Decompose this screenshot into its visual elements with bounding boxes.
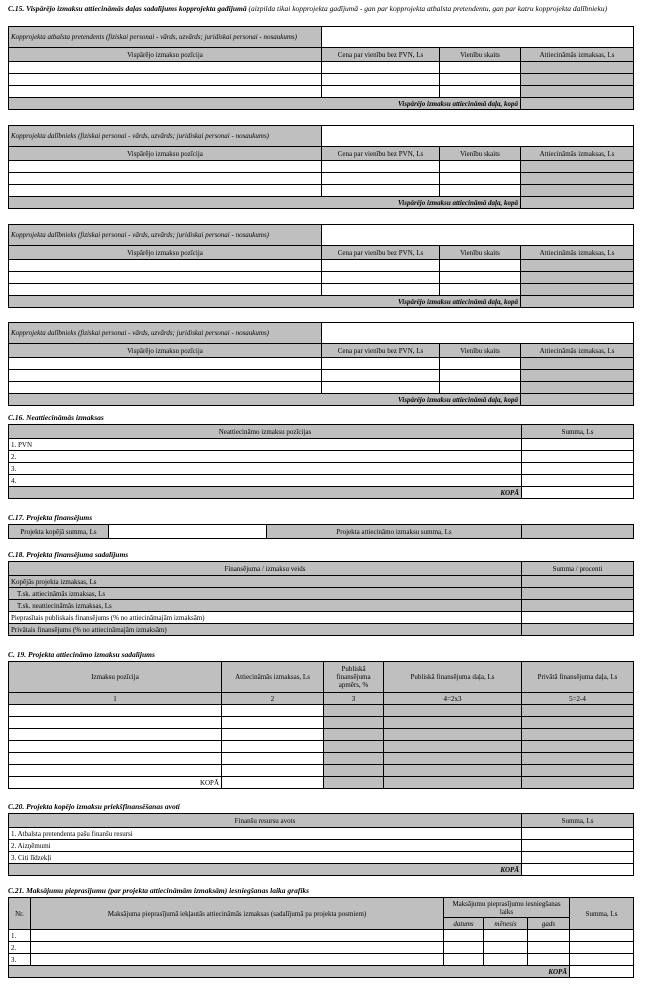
- c19-total-public-rate[interactable]: [324, 777, 384, 789]
- c19-cell-private-share[interactable]: [522, 741, 634, 753]
- c15-col-units: Vienību skaits: [440, 48, 521, 62]
- section-c20: [8, 802, 634, 876]
- c15-cell-position[interactable]: [9, 284, 322, 296]
- c19-cell-eligible[interactable]: [222, 705, 324, 717]
- c19-row: [9, 717, 634, 729]
- c19-cell-public-share[interactable]: [384, 741, 522, 753]
- c15-cell-units[interactable]: [440, 173, 521, 185]
- c15-col-position: Vispārējo izmaksu pozīcija: [9, 48, 322, 62]
- c21-desc-1[interactable]: [31, 930, 444, 942]
- c15-col-units: Vienību skaits: [440, 246, 521, 260]
- c18-table: [8, 561, 634, 636]
- c19-cell-public-rate[interactable]: [324, 753, 384, 765]
- c20-sum-3[interactable]: [522, 852, 634, 864]
- c21-col-year: gads: [528, 918, 570, 930]
- section-c19: [8, 650, 634, 789]
- c15-cell-units[interactable]: [440, 358, 521, 370]
- c17-table: [8, 524, 634, 539]
- c21-table: [8, 897, 634, 978]
- c15-cell-eligible[interactable]: [521, 74, 634, 86]
- c19-cell-position[interactable]: [9, 741, 222, 753]
- c15-title: C.15. Vispārējo izmaksu attiecināmās daļas sadalījums kopprojekta gadījumā: [8, 4, 247, 13]
- c15-cell-eligible[interactable]: [521, 260, 634, 272]
- c15-cell-eligible[interactable]: [521, 62, 634, 74]
- c19-cell-position[interactable]: [9, 765, 222, 777]
- c19-num-1: 1: [9, 693, 222, 705]
- c15-cell-price[interactable]: [322, 74, 440, 86]
- c15-cell-eligible[interactable]: [521, 161, 634, 173]
- c15-cell-eligible[interactable]: [521, 284, 634, 296]
- c15-cell-units[interactable]: [440, 284, 521, 296]
- c20-total-value[interactable]: [522, 864, 634, 876]
- c16-col-position: Neattiecināmo izmaksu pozīcijas: [9, 425, 522, 439]
- c16-title: C.16. Neattiecināmās izmaksas: [8, 413, 104, 422]
- c19-table: [8, 661, 634, 789]
- c21-year-1[interactable]: [528, 930, 570, 942]
- c21-col-sum: Summa, Ls: [570, 898, 634, 930]
- c19-num-4: 4=2x3: [384, 693, 522, 705]
- c16-sum-1[interactable]: [522, 439, 634, 451]
- c19-row: [9, 705, 634, 717]
- c15-cell-price[interactable]: [322, 370, 440, 382]
- c16-sum-2[interactable]: [522, 451, 634, 463]
- c19-total-private-share[interactable]: [522, 777, 634, 789]
- c21-col-day: datums: [444, 918, 484, 930]
- c15-total-label: Vispārējo izmaksu attiecināmā daļa, kopā: [9, 394, 521, 406]
- c15-col-position: Vispārējo izmaksu pozīcija: [9, 246, 322, 260]
- c18-val-2[interactable]: [522, 588, 634, 600]
- c21-sum-3[interactable]: [570, 954, 634, 966]
- c15-total-label: Vispārējo izmaksu attiecināmā daļa, kopā: [9, 98, 521, 110]
- c15-cell-eligible[interactable]: [521, 86, 634, 98]
- c15-cell-eligible[interactable]: [521, 173, 634, 185]
- c20-table: [8, 813, 634, 876]
- c19-cell-eligible[interactable]: [222, 729, 324, 741]
- c21-sum-1[interactable]: [570, 930, 634, 942]
- c19-row: [9, 741, 634, 753]
- c16-sum-3[interactable]: [522, 463, 634, 475]
- c19-col-public-share: Publiskā finansējuma daļa, Ls: [384, 662, 522, 693]
- c19-cell-position[interactable]: [9, 729, 222, 741]
- c15-party-input[interactable]: [322, 27, 634, 48]
- c15-cell-units[interactable]: [440, 86, 521, 98]
- section-c16: [8, 413, 634, 499]
- c19-total-label: KOPĀ: [9, 777, 222, 789]
- c19-num-2: 2: [222, 693, 324, 705]
- c17-eligible-cost-label: Projekta attiecināmo izmaksu summa, Ls: [267, 525, 522, 539]
- c15-cell-units[interactable]: [440, 272, 521, 284]
- c15-cell-position[interactable]: [9, 62, 322, 74]
- c21-desc-2[interactable]: [31, 942, 444, 954]
- c21-title: C.21. Maksājumu pieprasījumu (par projekta attiecināmām izmaksām) iesniegšanas laika grafiks: [8, 886, 310, 895]
- c19-cell-public-rate[interactable]: [324, 705, 384, 717]
- c15-cell-eligible[interactable]: [521, 358, 634, 370]
- c15-col-eligible: Attiecināmās izmaksas, Ls: [521, 344, 634, 358]
- c19-cell-public-share[interactable]: [384, 753, 522, 765]
- c15-cell-eligible[interactable]: [521, 272, 634, 284]
- c21-sum-2[interactable]: [570, 942, 634, 954]
- c18-row-public: Pieprasītais publiskais finansējums (% no attiecināmajām izmaksām): [9, 612, 522, 624]
- c20-title: C.20. Projekta kopējo izmaksu priekšfinansēšanas avoti: [8, 802, 180, 811]
- c20-sum-2[interactable]: [522, 840, 634, 852]
- c15-cell-position[interactable]: [9, 173, 322, 185]
- c20-sum-1[interactable]: [522, 828, 634, 840]
- c15-table: [8, 322, 634, 406]
- c15-block-1: [8, 26, 634, 110]
- c21-col-time: Maksājumu pieprasījumu iesniegšanas laiks: [444, 898, 570, 918]
- c20-row-1: 1. Atbalsta pretendenta pašu finanšu resursi: [9, 828, 522, 840]
- c19-cell-private-share[interactable]: [522, 729, 634, 741]
- c15-block-4: [8, 322, 634, 406]
- section-c18: [8, 550, 634, 636]
- c15-cell-price[interactable]: [322, 284, 440, 296]
- c21-nr-2: 2.: [9, 942, 31, 954]
- section-c21: [8, 886, 634, 978]
- c15-cell-price[interactable]: [322, 161, 440, 173]
- c15-col-price: Cena par vienību bez PVN, Ls: [322, 48, 440, 62]
- c15-cell-position[interactable]: [9, 185, 322, 197]
- c19-cell-eligible[interactable]: [222, 765, 324, 777]
- c15-block-2: [8, 125, 634, 209]
- c21-month-2[interactable]: [484, 942, 528, 954]
- c19-num-3: 3: [324, 693, 384, 705]
- c16-sum-4[interactable]: [522, 475, 634, 487]
- c20-row-3: 3. Citi līdzekļi: [9, 852, 522, 864]
- c15-title-line: [8, 4, 634, 13]
- c19-row: [9, 765, 634, 777]
- c21-col-month: mēnesis: [484, 918, 528, 930]
- c19-total-public-share[interactable]: [384, 777, 522, 789]
- c16-total-label: KOPĀ: [9, 487, 522, 499]
- c16-row-1: 1. PVN: [9, 439, 522, 451]
- c19-cell-position[interactable]: [9, 705, 222, 717]
- c19-cell-eligible[interactable]: [222, 741, 324, 753]
- c15-col-price: Cena par vienību bez PVN, Ls: [322, 147, 440, 161]
- c18-col-sum: Summa / procenti: [522, 562, 634, 576]
- c19-cell-public-share[interactable]: [384, 729, 522, 741]
- c15-cell-eligible[interactable]: [521, 382, 634, 394]
- c21-month-3[interactable]: [484, 954, 528, 966]
- c15-cell-units[interactable]: [440, 74, 521, 86]
- c15-total-value[interactable]: [521, 296, 634, 308]
- c15-cell-position[interactable]: [9, 358, 322, 370]
- c15-col-eligible: Attiecināmās izmaksas, Ls: [521, 147, 634, 161]
- c15-party-label: Kopprojekta atbalsta pretendents (fiziskai personai - vārds, uzvārds; juridiskai personai - nosaukums): [9, 27, 322, 48]
- c17-eligible-cost-value[interactable]: [522, 525, 634, 539]
- c19-num-5: 5=2-4: [522, 693, 634, 705]
- c15-table: [8, 26, 634, 110]
- c21-col-desc: Maksājuma pieprasījumā iekļautās attiecināmās izmaksas (sadalījumā pa projekta posmiem): [31, 898, 444, 930]
- c19-col-public-rate: Publiskā finansējuma apmērs, %: [324, 662, 384, 693]
- c18-val-5[interactable]: [522, 624, 634, 636]
- c19-cell-public-rate[interactable]: [324, 765, 384, 777]
- c19-cell-public-rate[interactable]: [324, 729, 384, 741]
- c15-cell-eligible[interactable]: [521, 370, 634, 382]
- c15-party-input[interactable]: [322, 323, 634, 344]
- c19-cell-private-share[interactable]: [522, 717, 634, 729]
- c19-cell-public-share[interactable]: [384, 765, 522, 777]
- c18-row-ineligible: T.sk. neattiecināmās izmaksas, Ls: [9, 600, 522, 612]
- c16-row-2: 2.: [9, 451, 522, 463]
- section-c17: [8, 513, 634, 539]
- c18-col-type: Finansējuma / izmaksu veids: [9, 562, 522, 576]
- c15-cell-price[interactable]: [322, 173, 440, 185]
- c18-val-4[interactable]: [522, 612, 634, 624]
- c21-col-nr: Nr.: [9, 898, 31, 930]
- c19-col-eligible: Attiecināmās izmaksas, Ls: [222, 662, 324, 693]
- c19-cell-position[interactable]: [9, 717, 222, 729]
- c15-col-position: Vispārējo izmaksu pozīcija: [9, 344, 322, 358]
- c15-cell-position[interactable]: [9, 260, 322, 272]
- c18-val-1[interactable]: [522, 576, 634, 588]
- c18-row-eligible: T.sk. attiecināmās izmaksas, Ls: [9, 588, 522, 600]
- c19-col-position: Izmaksu pozīcija: [9, 662, 222, 693]
- c21-total-value[interactable]: [570, 966, 634, 978]
- c19-row: [9, 753, 634, 765]
- c15-col-eligible: Attiecināmās izmaksas, Ls: [521, 48, 634, 62]
- c18-title: C.18. Projekta finansējuma sadalījums: [8, 550, 129, 559]
- c21-desc-3[interactable]: [31, 954, 444, 966]
- c15-cell-eligible[interactable]: [521, 185, 634, 197]
- c18-val-3[interactable]: [522, 600, 634, 612]
- c15-party-input[interactable]: [322, 126, 634, 147]
- c18-row-total-costs: Kopējās projekta izmaksas, Ls: [9, 576, 522, 588]
- c15-party-label: Kopprojekta dalībnieks (fiziskai personai - vārds, uzvārds; juridiskai personai - nosaukums): [9, 225, 322, 246]
- c15-cell-position[interactable]: [9, 382, 322, 394]
- c19-cell-private-share[interactable]: [522, 753, 634, 765]
- c15-cell-price[interactable]: [322, 185, 440, 197]
- c15-note: (aizpilda tikai kopprojekta gadījumā - gan par kopprojekta atbalsta pretendentu, gan par katru kopprojekta dalībnieku): [248, 4, 608, 13]
- c19-cell-public-rate[interactable]: [324, 741, 384, 753]
- section-c15: [8, 4, 634, 13]
- c15-party-label: Kopprojekta dalībnieks (fiziskai personai - vārds, uzvārds; juridiskai personai - nosaukums): [9, 323, 322, 344]
- c19-cell-public-rate[interactable]: [324, 717, 384, 729]
- c21-nr-1: 1.: [9, 930, 31, 942]
- c19-row: [9, 729, 634, 741]
- c15-cell-units[interactable]: [440, 382, 521, 394]
- c15-total-value[interactable]: [521, 98, 634, 110]
- c15-cell-units[interactable]: [440, 260, 521, 272]
- c20-total-label: KOPĀ: [9, 864, 522, 876]
- c15-cell-position[interactable]: [9, 161, 322, 173]
- c15-party-input[interactable]: [322, 225, 634, 246]
- c15-cell-units[interactable]: [440, 161, 521, 173]
- c19-cell-private-share[interactable]: [522, 765, 634, 777]
- c19-cell-private-share[interactable]: [522, 705, 634, 717]
- c15-cell-price[interactable]: [322, 260, 440, 272]
- c15-block-3: [8, 224, 634, 308]
- c15-col-position: Vispārējo izmaksu pozīcija: [9, 147, 322, 161]
- c16-table: [8, 424, 634, 499]
- c15-cell-price[interactable]: [322, 358, 440, 370]
- c15-total-value[interactable]: [521, 394, 634, 406]
- c15-col-eligible: Attiecināmās izmaksas, Ls: [521, 246, 634, 260]
- c17-total-cost-label: Projekta kopējā summa, Ls: [9, 525, 109, 539]
- c20-col-source: Finanšu resursu avots: [9, 814, 522, 828]
- c15-col-price: Cena par vienību bez PVN, Ls: [322, 246, 440, 260]
- c15-cell-position[interactable]: [9, 86, 322, 98]
- c17-total-cost-value[interactable]: [109, 525, 267, 539]
- c15-cell-price[interactable]: [322, 272, 440, 284]
- c21-month-1[interactable]: [484, 930, 528, 942]
- c15-col-units: Vienību skaits: [440, 344, 521, 358]
- c21-year-2[interactable]: [528, 942, 570, 954]
- c19-cell-public-share[interactable]: [384, 717, 522, 729]
- c15-cell-units[interactable]: [440, 62, 521, 74]
- c15-cell-units[interactable]: [440, 370, 521, 382]
- c21-day-2[interactable]: [444, 942, 484, 954]
- c15-cell-position[interactable]: [9, 370, 322, 382]
- c15-total-value[interactable]: [521, 197, 634, 209]
- c15-cell-price[interactable]: [322, 86, 440, 98]
- c19-cell-position[interactable]: [9, 753, 222, 765]
- c19-cell-eligible[interactable]: [222, 717, 324, 729]
- c20-col-sum: Summa, Ls: [522, 814, 634, 828]
- c15-col-units: Vienību skaits: [440, 147, 521, 161]
- c15-table: [8, 224, 634, 308]
- c21-year-3[interactable]: [528, 954, 570, 966]
- c15-cell-position[interactable]: [9, 272, 322, 284]
- c18-row-private: Privātais finansējums (% no attiecināmajām izmaksām): [9, 624, 522, 636]
- c16-row-4: 4.: [9, 475, 522, 487]
- c19-cell-public-share[interactable]: [384, 705, 522, 717]
- c15-total-label: Vispārējo izmaksu attiecināmā daļa, kopā: [9, 197, 521, 209]
- c21-day-3[interactable]: [444, 954, 484, 966]
- c20-row-2: 2. Aizņēmumi: [9, 840, 522, 852]
- c15-party-label: Kopprojekta dalībnieks (fiziskai personai - vārds, uzvārds; juridiskai personai - nosaukums): [9, 126, 322, 147]
- c16-row-3: 3.: [9, 463, 522, 475]
- c19-total-eligible[interactable]: [222, 777, 324, 789]
- c16-total-value[interactable]: [522, 487, 634, 499]
- c15-cell-position[interactable]: [9, 74, 322, 86]
- c19-col-private-share: Privātā finansējuma daļa, Ls: [522, 662, 634, 693]
- c15-total-label: Vispārējo izmaksu attiecināmā daļa, kopā: [9, 296, 521, 308]
- c15-cell-price[interactable]: [322, 62, 440, 74]
- c17-title: C.17. Projekta finansējums: [8, 513, 93, 522]
- c21-total-label: KOPĀ: [9, 966, 570, 978]
- c19-cell-eligible[interactable]: [222, 753, 324, 765]
- c15-cell-price[interactable]: [322, 382, 440, 394]
- c15-col-price: Cena par vienību bez PVN, Ls: [322, 344, 440, 358]
- c21-day-1[interactable]: [444, 930, 484, 942]
- c21-nr-3: 3.: [9, 954, 31, 966]
- c16-col-sum: Summa, Ls: [522, 425, 634, 439]
- c15-table: [8, 125, 634, 209]
- c15-cell-units[interactable]: [440, 185, 521, 197]
- c19-title: C. 19. Projekta attiecināmo izmaksu sadalījums: [8, 650, 155, 659]
